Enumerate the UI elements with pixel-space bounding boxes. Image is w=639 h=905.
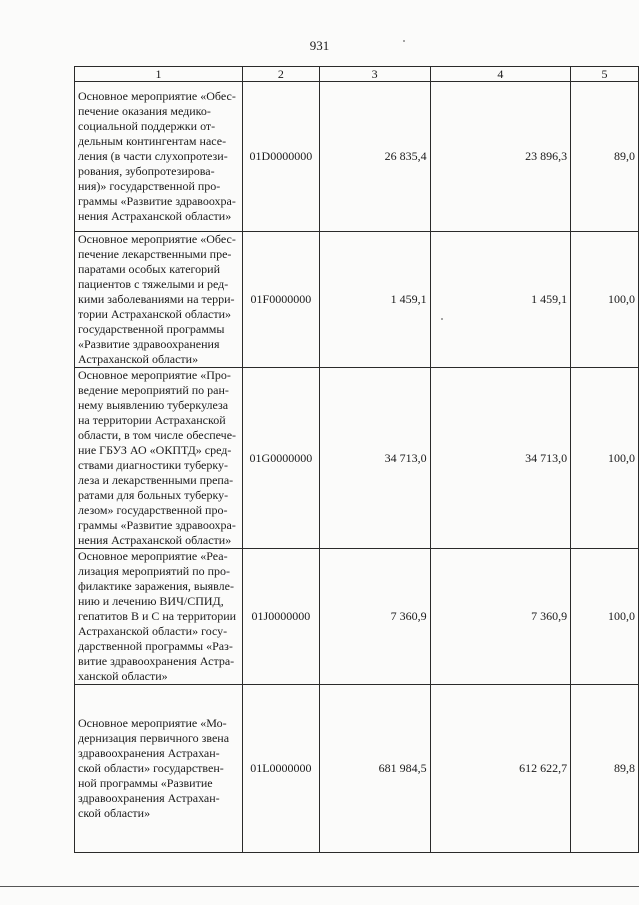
- row-value-col3: 7 360,9: [319, 549, 430, 685]
- row-value-col4: 1 459,1: [430, 232, 571, 368]
- row-value-col3: 26 835,4: [319, 82, 430, 232]
- table-row: [75, 232, 639, 368]
- table-row: [75, 82, 639, 232]
- table-row: [75, 368, 639, 549]
- row-description: Основное мероприятие «Обес-печение лекарственными пре-паратами особых категорий пациентов с тяжелыми и ред-кими заболеваниями на терри-тории Астраханской области» государственной программы «Развитие здравоохранения Астраханской области»: [75, 232, 243, 368]
- row-code: 01G0000000: [243, 368, 320, 549]
- row-value-col3: 1 459,1: [319, 232, 430, 368]
- header-col-3: 3: [319, 67, 430, 82]
- table-row: [75, 549, 639, 685]
- row-description: Основное мероприятие «Реа-лизация мероприятий по про-филактике заражения, выявле-нию и лечению ВИЧ/СПИД, гепатитов В и С на территории Астраханской области» госу-дарственной программы «Раз-витие здравоохранения Астра-ханской области»: [75, 549, 243, 685]
- row-value-col5: 100,0: [571, 232, 639, 368]
- row-value-col4: 7 360,9: [430, 549, 571, 685]
- header-col-1: 1: [75, 67, 243, 82]
- row-description: Основное мероприятие «Мо-дернизация первичного звена здравоохранения Астрахан-ской области» государствен-ной программы «Развитие здравоохранения Астрахан-ской области»: [75, 685, 243, 853]
- scan-speck: [403, 40, 405, 42]
- row-code: 01L0000000: [243, 685, 320, 853]
- row-value-col4: 34 713,0: [430, 368, 571, 549]
- row-description: Основное мероприятие «Про-ведение мероприятий по ран-нему выявлению туберкулеза на территории Астраханской области, в том числе обеспече-ние ГБУЗ АО «ОКПТД» сред-ствами диагностики туберку-леза и лекарственными препа-ратами для больных туберку-лезом» государственной про-граммы «Развитие здравоохра-нения Астраханской области»: [75, 368, 243, 549]
- row-value-col5: 100,0: [571, 549, 639, 685]
- row-description: Основное мероприятие «Обес-печение оказания медико-социальной поддержки от-дельным контингентам насе-ления (в части слухопротези-рования, зубопротезирова-ния)» государственной про-граммы «Развитие здравоохра-нения Астраханской области»: [75, 82, 243, 232]
- scan-edge-line: [0, 886, 639, 887]
- header-col-2: 2: [243, 67, 320, 82]
- header-col-4: 4: [430, 67, 571, 82]
- table-header-row: [75, 67, 639, 82]
- row-value-col4: 23 896,3: [430, 82, 571, 232]
- row-code: 01F0000000: [243, 232, 320, 368]
- scan-speck: [441, 318, 443, 320]
- table-row: [75, 685, 639, 853]
- header-col-5: 5: [571, 67, 639, 82]
- row-value-col4: 612 622,7: [430, 685, 571, 853]
- row-code: 01J0000000: [243, 549, 320, 685]
- row-value-col5: 89,8: [571, 685, 639, 853]
- row-value-col3: 34 713,0: [319, 368, 430, 549]
- budget-table: [74, 66, 639, 853]
- row-value-col5: 89,0: [571, 82, 639, 232]
- row-code: 01D0000000: [243, 82, 320, 232]
- row-value-col5: 100,0: [571, 368, 639, 549]
- page-number: 931: [309, 38, 330, 53]
- row-value-col3: 681 984,5: [319, 685, 430, 853]
